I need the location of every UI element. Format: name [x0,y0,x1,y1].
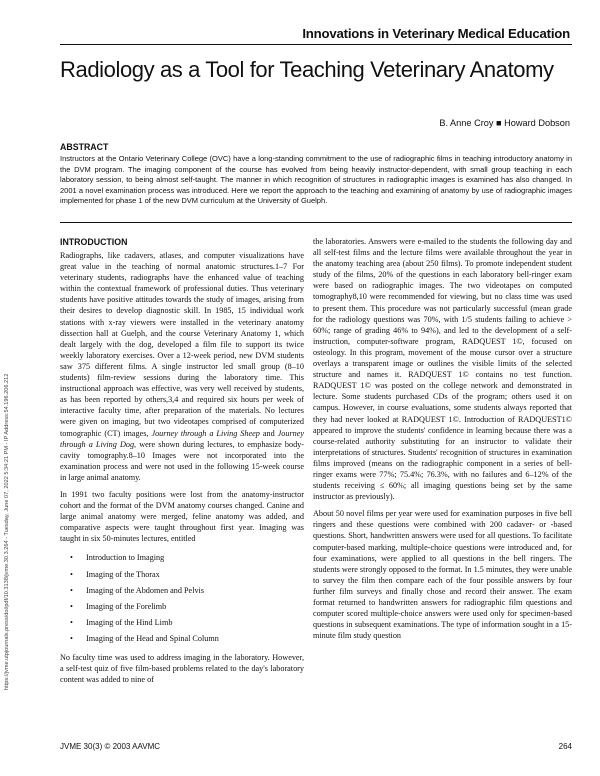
journal-section-heading: Innovations in Veterinary Medical Education [302,26,570,41]
top-rule [60,44,572,45]
right-paragraph-2: About 50 novel films per year were used for examination purposes in five bell ringers and these questions were combined with 200 cadaver- or -based questions. Short, handwritten answers were used for all questions. To facilitate computer-based marking, multiple-choice questions were introduced and, for four examinations, were applied to all questions in the bell ringers. The students were strongly opposed to the format. In 1.5 minutes, they were unable to survey the film then compare each of the four possible answers by four further film surveys and finally chose and record their answer. The exam format returned to handwritten answers for radiographic film questions and computer scored multiple-choice answers were used only for specimen-based questions in subsequent examinations. The type of information sought in a 15-minute film study question [313,509,572,641]
footer-journal: JVME 30(3) © 2003 AAVMC [60,742,161,751]
list-item: • Imaging of the Abdomen and Pelvis [86,583,304,599]
intro-heading: INTRODUCTION [60,237,128,247]
page-number: 264 [558,742,572,751]
article-title: Radiology as a Tool for Teaching Veterinary Anatomy [60,57,554,82]
list-item: • Imaging of the Forelimb [86,599,304,615]
intro-paragraph-1-text: Radiographs, like cadavers, atlases, and computer visualizations have great value in the teaching of normal anatomic structures.1–7 For veterinary students, radiographs have the enhanced value of teaching within the contextual framework of professional duties. Thus veterinary students have positive attitudes towards the study of images, arising from their desires to develop diagnostic skill. In 1985, 15 individual work stations with x-ray viewers were installed in the veterinary anatomy dissection hall at Guelph, and the course Veterinary Anatomy 1, which dealt largely with the dog, developed a film file to support its twice weekly laboratory exercises. Over a 12-week period, new DVM students saw 375 different films. A single instructor led small group (8–10 students) film-review sessions during the laboratory time. This instructional approach was effective, was very well received by students, as has been reported by others,3,4 and required six hours per week of interactive faculty time, after preparation of the materials. No lectures were given on imaging, but two videotapes comprised of computerized tomographic (CT) images, [60,251,304,438]
conjunction: and [259,428,278,438]
list-item: • Introduction to Imaging [86,550,304,566]
intro-paragraph-1 [60,250,304,483]
abstract-rule [60,222,572,223]
intro-paragraph-3: No faculty time was used to address imaging in the laboratory. However, a self-test quiz of five film-based problems related to the day's laboratory content was added to nine of [60,652,304,684]
right-paragraph-1: the laboratories. Answers were e-mailed to the students the following day and all self-test films and the lecture films were available throughout the year in the anatomy teaching area (about 250 films). To promote independent student study of the films, 20% of the questions in each laboratory bell-ringer exam were based on radiographic images. The two videotapes on computed tomography8,10 were recommended for viewing, but no class time was used to present them. This procedure was not particularly successful (mean grade for the radiology questions was 70%, with 1/5 students failing to achieve > 60%; range of grading 46% to 94%), and led to the development of a self-instruction, computer-software program, RADQUEST 1©, focused on osteology. In this program, movement of the mouse cursor over a structure overlays a transparent image or outlines the visible limits of the selected structure and names it. RADQUEST 1© contains no test function. RADQUEST 1© was posted on the college network and demonstrated in lecture. Some students purchased CDs of the program; others used it on campus. However, in course evaluations, some students always reported that they had never looked at RADQUEST 1©. Introduction of RADQUEST1© appeared to improve the students' confidence in learning because there was a course-related authority substituting for an instructor to validate their interpretations of structures. Students' recognition of structures in examination films improved (means on the radiographic component in a series of bell-ringer exams were 77%; 75.4%; 76.3%, with no failures and 6–12% of the students receiving ≤ 60%; all imaging questions being set by the same instructor as previously). [313,237,572,502]
video-title-sheep: Journey through a Living Sheep [151,428,260,438]
video-title-dog: Journey through a Living Dog [60,428,305,449]
download-stamp-text: https://jvme.utpjournals.press/doi/pdf/10.3138/jvme.30.3.264 - Tuesday, June 07, 2022 5:34:21 PM - IP Address:54.196.206.212 [4,373,10,690]
list-item: • Imaging of the Hind Limb [86,615,304,631]
article-authors: B. Anne Croy ■ Howard Dobson [439,118,570,128]
left-column [60,250,304,691]
abstract-heading: ABSTRACT [60,142,109,152]
intro-paragraph-2: In 1991 two faculty positions were lost from the anatomy-instructor cohort and the format of the DVM anatomy courses changed. Canine and large animal anatomy were merged, feline anatomy was added, and comparative aspects were taught throughout first year. Imaging was taught in six 50-minutes lectures, entitled [60,489,304,544]
abstract-text: Instructors at the Ontario Veterinary College (OVC) have a long-standing commitment to the use of radiographic films in teaching introductory anatomy in the DVM program. The imaging component of the course has evolved from being heavily instructor-dependent, with small group teaching in each laboratory session, to being almost self-taught. The manner in which recognition of structures in radiographic images is examined has also changed. In 2001 a novel examination process was introduced. Here we report the approach to the teaching and examining of anatomy by use of radiographic images implemented for phase 1 of the new DVM curriculum at the University of Guelph. [60,154,572,206]
list-item: • Imaging of the Head and Spinal Column [86,631,304,647]
list-item: • Imaging of the Thorax [86,567,304,583]
lecture-list [60,550,304,647]
right-column [313,236,572,647]
download-stamp [4,190,16,690]
intro-paragraph-1-end: , were shown during lectures, to emphasize body-cavity tomography.8–10 Images were not incorporated into the examination process and were not used in the following 15-week course in large animal anatomy. [60,439,304,482]
